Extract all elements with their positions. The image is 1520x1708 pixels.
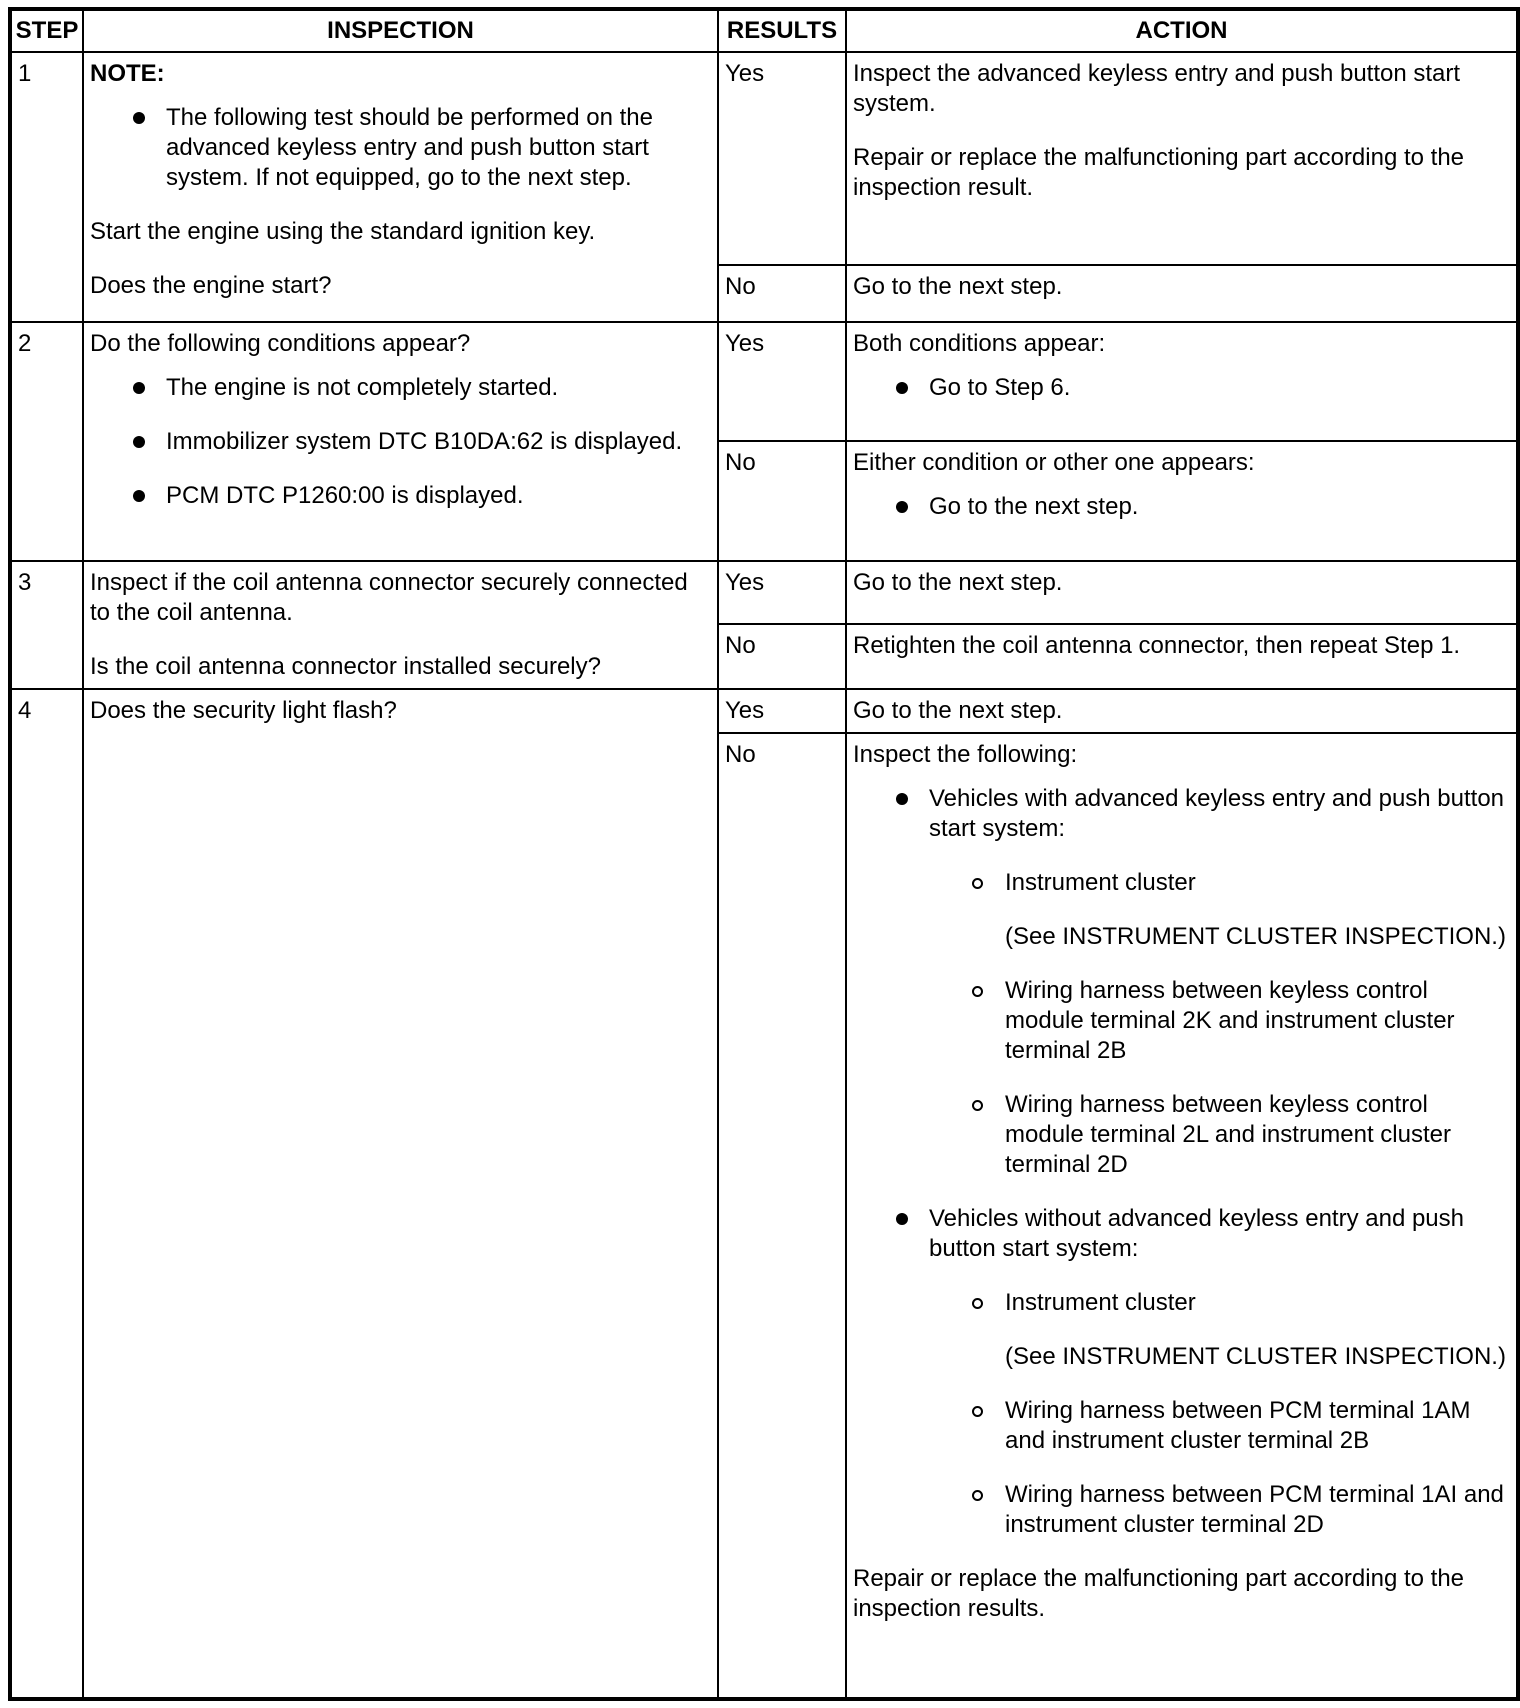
- step-1-note-list: [90, 103, 711, 193]
- step-4-inspection: [83, 689, 718, 1699]
- step-4-yes-action: Go to the next step.: [846, 689, 1518, 733]
- step-2-yes-action-bullet: Go to Step 6.: [853, 373, 1510, 403]
- step-2-no-result: No: [718, 441, 846, 561]
- step-4-no-result: No: [718, 733, 846, 1699]
- step-2-no-action: [846, 441, 1518, 561]
- step-2-question: Do the following conditions appear?: [90, 330, 471, 357]
- step-4-no-action: [846, 733, 1518, 1699]
- step-2-number: 2: [10, 322, 83, 561]
- step-4-vehicle-groups: [853, 784, 1510, 1540]
- step-1-question: Does the engine start?: [90, 272, 332, 299]
- step-3-yes-result: Yes: [718, 561, 846, 624]
- step-4-group-with-title: Vehicles with advanced keyless entry and push button start system:: [929, 785, 1505, 842]
- step-3-no-action: Retighten the coil antenna connector, then repeat Step 1.: [846, 624, 1518, 689]
- step-2-condition-3: PCM DTC P1260:00 is displayed.: [90, 481, 711, 511]
- header-results: RESULTS: [718, 9, 846, 52]
- step-4-group-without-keyless: [853, 1204, 1510, 1540]
- step-4-group-with-list: [929, 868, 1510, 1180]
- step-1-instruction: Start the engine using the standard ignition key.: [90, 218, 596, 245]
- step-4-with-item-1-text: Instrument cluster: [1005, 869, 1196, 896]
- step-4-yes-result: Yes: [718, 689, 846, 733]
- step-4-with-item-3: Wiring harness between keyless control module terminal 2L and instrument cluster terminal 2D: [929, 1090, 1510, 1180]
- step-1-yes-action-text-2: Repair or replace the malfunctioning part according to the inspection result.: [853, 144, 1465, 201]
- step-2-inspection: [83, 322, 718, 561]
- step-1-yes-action: [846, 52, 1518, 265]
- troubleshooting-table: [8, 7, 1520, 1701]
- step-1-yes-row: [10, 52, 1518, 265]
- step-1-no-result: No: [718, 265, 846, 322]
- step-2-yes-action-text: Both conditions appear:: [853, 330, 1106, 357]
- step-4-with-item-1: [929, 868, 1510, 952]
- step-4-number: 4: [10, 689, 83, 1699]
- step-3-instruction: Inspect if the coil antenna connector securely connected to the coil antenna.: [90, 569, 688, 626]
- step-4-no-intro: Inspect the following:: [853, 741, 1078, 768]
- step-1-no-action: Go to the next step.: [846, 265, 1518, 322]
- step-1-inspection: [83, 52, 718, 322]
- step-3-question: Is the coil antenna connector installed securely?: [90, 653, 601, 680]
- step-1-yes-result: Yes: [718, 52, 846, 265]
- header-inspection: INSPECTION: [83, 9, 718, 52]
- step-3-number: 3: [10, 561, 83, 689]
- step-4-group-without-list: [929, 1288, 1510, 1540]
- step-3-inspection: [83, 561, 718, 689]
- step-4-without-item-3: Wiring harness between PCM terminal 1AI and instrument cluster terminal 2D: [929, 1480, 1510, 1540]
- step-4-yes-row: [10, 689, 1518, 733]
- step-4-without-item-2: Wiring harness between PCM terminal 1AM and instrument cluster terminal 2B: [929, 1396, 1510, 1456]
- step-2-yes-action-list: [853, 373, 1510, 403]
- step-2-no-action-bullet: Go to the next step.: [853, 492, 1510, 522]
- step-4-no-conclusion: Repair or replace the malfunctioning part according to the inspection results.: [853, 1565, 1465, 1622]
- step-3-yes-action: Go to the next step.: [846, 561, 1518, 624]
- step-4-without-item-1: [929, 1288, 1510, 1372]
- header-row: [10, 9, 1518, 52]
- step-2-condition-list: [90, 373, 711, 511]
- step-4-group-with-keyless: [853, 784, 1510, 1180]
- step-2-condition-1: The engine is not completely started.: [90, 373, 711, 403]
- step-1-number: 1: [10, 52, 83, 322]
- header-step: STEP: [10, 9, 83, 52]
- step-3-yes-row: [10, 561, 1518, 624]
- step-1-note-label: NOTE:: [90, 60, 165, 87]
- step-2-condition-2: Immobilizer system DTC B10DA:62 is displayed.: [90, 427, 711, 457]
- step-4-with-item-2: Wiring harness between keyless control module terminal 2K and instrument cluster terminal 2B: [929, 976, 1510, 1066]
- step-2-yes-action: [846, 322, 1518, 441]
- document-sheet: [8, 7, 1516, 1701]
- step-4-with-item-1-ref: (See INSTRUMENT CLUSTER INSPECTION.): [1005, 923, 1506, 950]
- step-2-yes-row: [10, 322, 1518, 441]
- header-action: ACTION: [846, 9, 1518, 52]
- step-3-no-result: No: [718, 624, 846, 689]
- step-4-question: Does the security light flash?: [90, 697, 397, 724]
- step-4-without-item-1-ref: (See INSTRUMENT CLUSTER INSPECTION.): [1005, 1343, 1506, 1370]
- step-1-note-bullet: The following test should be performed on the advanced keyless entry and push button start system. If not equipped, go to the next step.: [90, 103, 711, 193]
- step-2-no-action-list: [853, 492, 1510, 522]
- step-4-without-item-1-text: Instrument cluster: [1005, 1289, 1196, 1316]
- step-4-group-without-title: Vehicles without advanced keyless entry and push button start system:: [929, 1205, 1464, 1262]
- step-2-yes-result: Yes: [718, 322, 846, 441]
- step-2-no-action-text: Either condition or other one appears:: [853, 449, 1255, 476]
- step-1-yes-action-text-1: Inspect the advanced keyless entry and push button start system.: [853, 60, 1461, 117]
